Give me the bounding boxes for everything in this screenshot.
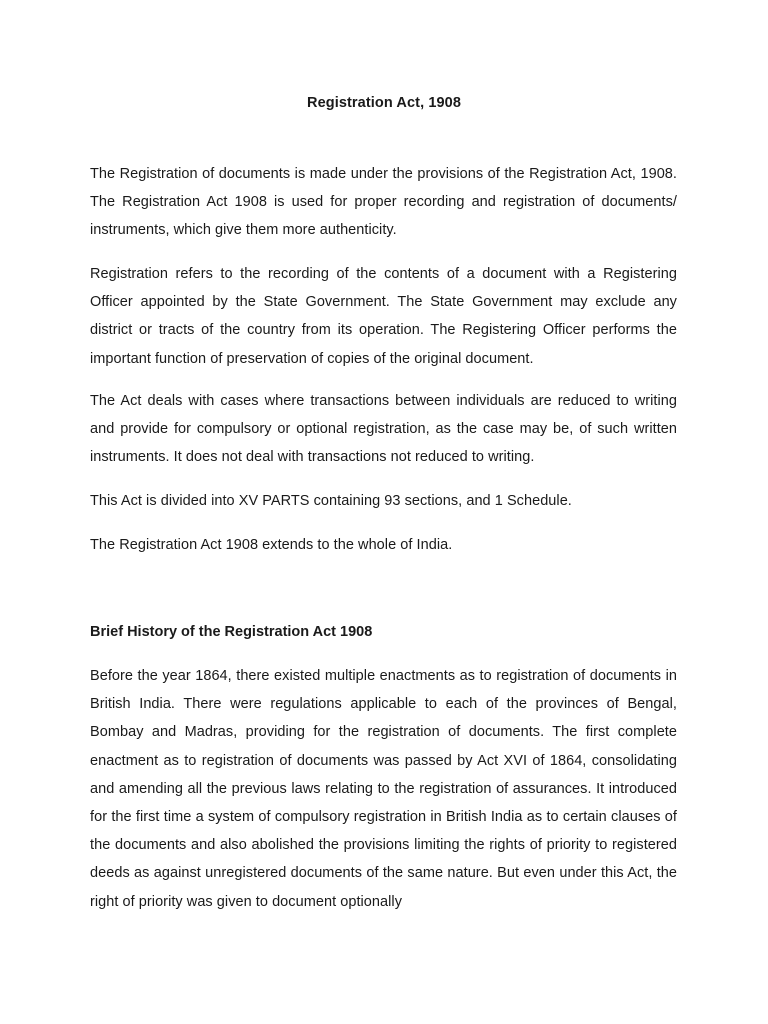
paragraph-act-extent: The Registration Act 1908 extends to the whole of India. — [90, 537, 453, 553]
document-title: Registration Act, 1908 — [307, 95, 461, 111]
paragraph-history: Before the year 1864, there existed multiple enactments as to registration of documents in British India. There were regulations applicable to each of the provinces of Bengal, Bombay and Madras, providing for the registration of documents. The first complete enactment as to registration of documents was passed by Act XVI of 1864, consolidating and amending all the previous laws relating to the registration of assurances. It introduced for the first time a system of compulsory registration in British India as to certain clauses of the documents and also abolished the provisions limiting the rights of priority to registered deeds as against unregistered documents of the same nature. But even under this Act, the right of priority was given to document optionally — [90, 668, 677, 910]
section-heading-history: Brief History of the Registration Act 1908 — [90, 624, 373, 640]
paragraph-registration-definition: Registration refers to the recording of the contents of a document with a Registering Officer appointed by the State Government. The State Government may exclude any district or tracts of the country from its operation. The Registering Officer performs the important function of preservation of copies of the original document. — [90, 266, 677, 367]
paragraph-act-scope: The Act deals with cases where transactions between individuals are reduced to writing and provide for compulsory or optional registration, as the case may be, of such written instruments. It does not deal with transactions not reduced to writing. — [90, 393, 677, 466]
paragraph-intro: The Registration of documents is made under the provisions of the Registration Act, 1908. The Registration Act 1908 is used for proper recording and registration of documents/ instruments, which give them more authenticity. — [90, 166, 677, 239]
paragraph-act-structure: This Act is divided into XV PARTS containing 93 sections, and 1 Schedule. — [90, 493, 572, 509]
